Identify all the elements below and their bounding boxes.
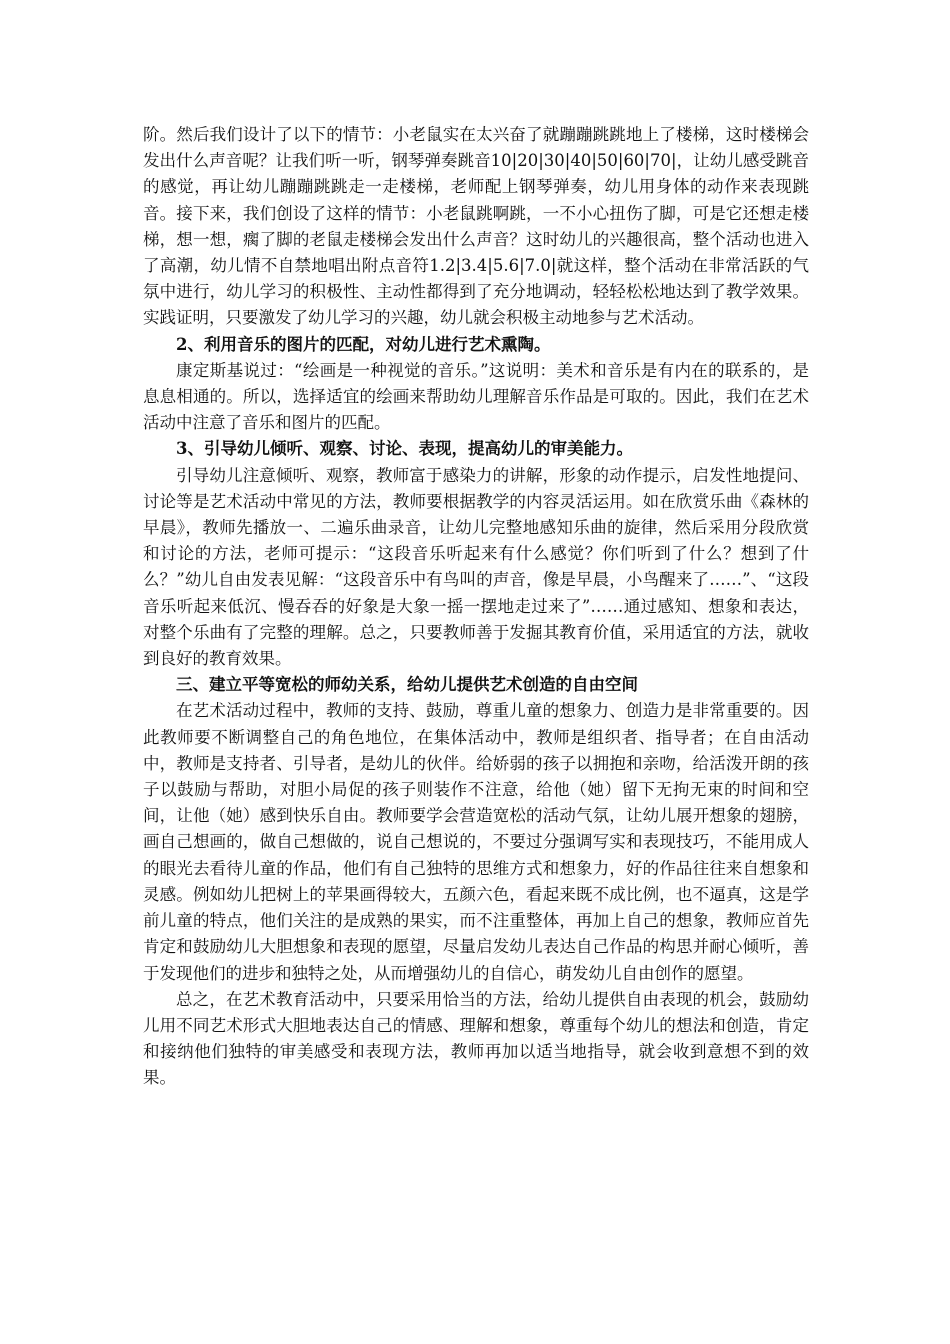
paragraph-teacher-role: 在艺术活动过程中，教师的支持、鼓励，尊重儿童的想象力、创造力是非常重要的。因此教师要不断调整自己的角色地位，在集体活动中，教师是组织者、指导者；在自由活动中，教师是支持者、引导者，是幼儿的伙伴。给娇弱的孩子以拥抱和亲吻，给活泼开朗的孩子以鼓励与帮助，对胆小局促的孩子则装作不注意，给他（她）留下无拘无束的时间和空间，让他（她）感到快乐自由。教师要学会营造宽松的活动气氛，让幼儿展开想象的翅膀，画自己想画的，做自己想做的，说自己想说的，不要过分强调写实和表现技巧，不能用成人的眼光去看待儿童的作品，他们有自己独特的思维方式和想象力，好的作品往往来自想象和灵感。例如幼儿把树上的苹果画得较大，五颜六色，看起来既不成比例，也不逼真，这是学前儿童的特点，他们关注的是成熟的果实，而不注重整体，再加上自己的想象，教师应首先肯定和鼓励幼儿大胆想象和表现的愿望，尽量启发幼儿表达自己作品的构思并耐心倾听，善于发现他们的进步和独特之处，从而增强幼儿的自信心，萌发幼儿自由创作的愿望。 bbox=[143, 701, 809, 983]
section-heading-three: 三、建立平等宽松的师幼关系，给幼儿提供艺术创造的自由空间 bbox=[176, 675, 638, 695]
section-heading-3: 3、引导幼儿倾听、观察、讨论、表现，提高幼儿的审美能力。 bbox=[176, 439, 633, 459]
section-heading-2: 2、利用音乐的图片的匹配，对幼儿进行艺术熏陶。 bbox=[176, 334, 551, 354]
document-page bbox=[143, 122, 809, 1092]
paragraph-continuation: 阶。然后我们设计了以下的情节：小老鼠实在太兴奋了就蹦蹦跳跳地上了楼梯，这时楼梯会发出什么声音呢？让我们听一听，钢琴弹奏跳音10|20|30|40|50|60|70|，让幼儿感受跳音的感觉，再让幼儿蹦蹦跳跳走一走楼梯，老师配上钢琴弹奏，幼儿用身体的动作来表现跳音。接下来，我们创设了这样的情节：小老鼠跳啊跳，一不小心扭伤了脚，可是它还想走楼梯，想一想，瘸了脚的老鼠走楼梯会发出什么声音？这时幼儿的兴趣很高，整个活动也进入了高潮，幼儿情不自禁地唱出附点音符1.2|3.4|5.6|7.0|就这样，整个活动在非常活跃的气氛中进行，幼儿学习的积极性、主动性都得到了充分地调动，轻轻松松地达到了教学效果。实践证明，只要激发了幼儿学习的兴趣，幼儿就会积极主动地参与艺术活动。 bbox=[143, 125, 809, 328]
paragraph-conclusion: 总之，在艺术教育活动中，只要采用恰当的方法，给幼儿提供自由表现的机会，鼓励幼儿用不同艺术形式大胆地表达自己的情感、理解和想象，尊重每个幼儿的想法和创造，肯定和接纳他们独特的审美感受和表现方法，教师再加以适当地指导，就会收到意想不到的效果。 bbox=[143, 989, 809, 1088]
paragraph-kandinsky: 康定斯基说过：“绘画是一种视觉的音乐。”这说明：美术和音乐是有内在的联系的，是息息相通的。所以，选择适宜的绘画来帮助幼儿理解音乐作品是可取的。因此，我们在艺术活动中注意了音乐和图片的匹配。 bbox=[143, 360, 809, 433]
paragraph-guidance: 引导幼儿注意倾听、观察，教师富于感染力的讲解，形象的动作提示，启发性地提问、讨论等是艺术活动中常见的方法，教师要根据教学的内容灵活运用。如在欣赏乐曲《森林的早晨》，教师先播放一、二遍乐曲录音，让幼儿完整地感知乐曲的旋律，然后采用分段欣赏和讨论的方法，老师可提示：“这段音乐听起来有什么感觉？你们听到了什么？想到了什么？”幼儿自由发表见解：“这段音乐中有鸟叫的声音，像是早晨，小鸟醒来了……”、“这段音乐听起来低沉、慢吞吞的好象是大象一摇一摆地走过来了”……通过感知、想象和表达，对整个乐曲有了完整的理解。总之，只要教师善于发掘其教育价值，采用适宜的方法，就收到良好的教育效果。 bbox=[143, 465, 809, 669]
